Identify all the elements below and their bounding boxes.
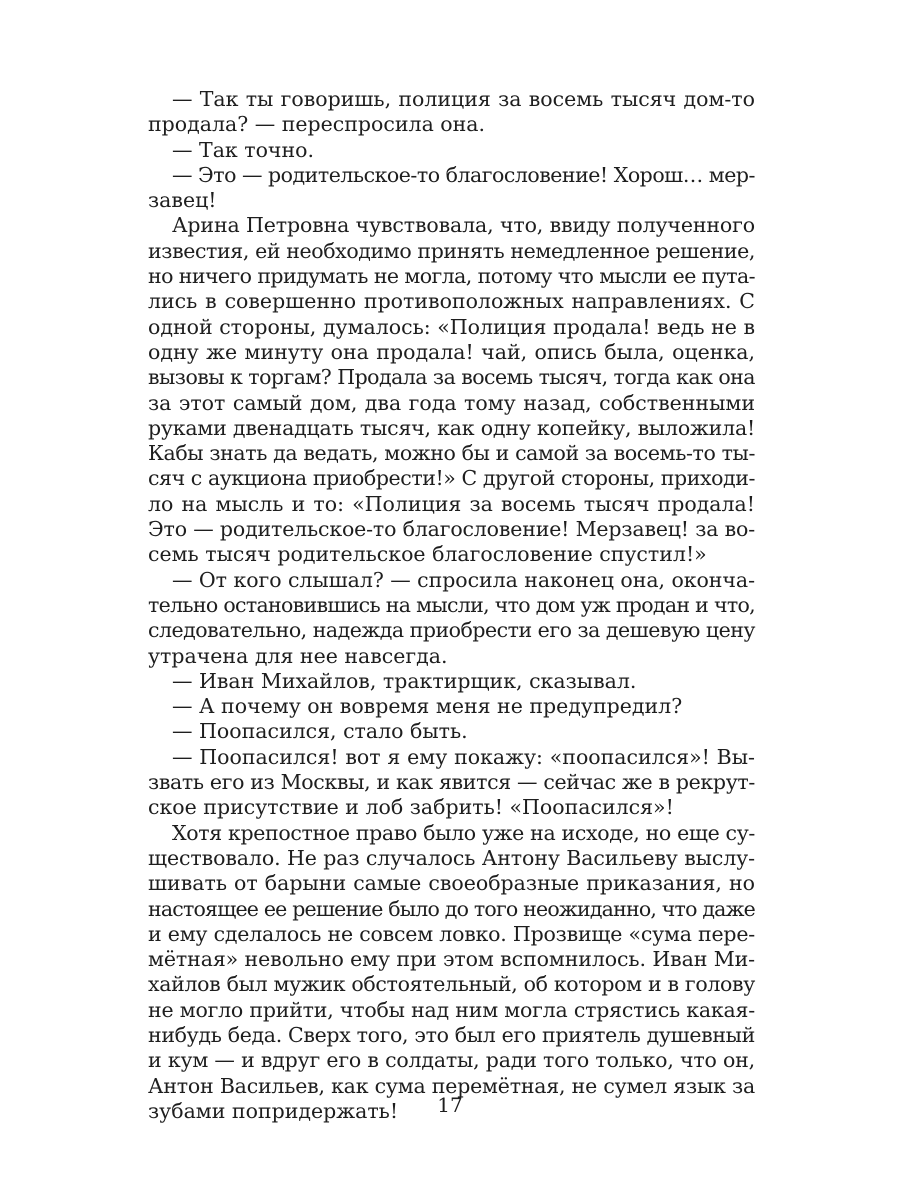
text-line: ществовало. Не раз случалось Антону Васильеву выслу- (148, 845, 755, 870)
text-line: — Иван Михайлов, трактирщик, сказывал. (172, 668, 637, 693)
text-line: руками двенадцать тысяч, как одну копейку, выложила! (148, 415, 755, 440)
text-line: настоящее ее решение было до того неожиданно, что даже (148, 896, 755, 921)
text-line: вызовы к торгам? Продала за восемь тысяч, тогда как она (148, 365, 755, 390)
text-line: нибудь беда. Сверх того, это был его приятель душевный (148, 1022, 755, 1047)
text-line: ло на мысль и то: «Полиция за восемь тысяч продала! (148, 491, 755, 516)
text-line: утрачена для нее навсегда. (148, 643, 448, 668)
text-line: — Это — родительское-то благословение! Хорош… мер- (172, 162, 755, 187)
text-line: известия, ей необходимо принять немедленное решение, (148, 238, 755, 263)
text-line: одной стороны, думалось: «Полиция продала! ведь не в (148, 314, 755, 339)
text-line: мётная» невольно ему при этом вспомнилось. Иван Ми- (148, 947, 755, 972)
text-line: завец! (148, 188, 217, 213)
text-line: Антон Васильев, как сума перемётная, не сумел язык за (148, 1073, 755, 1098)
text-line: зубами попридержать! (148, 1098, 399, 1123)
text-line: — Так точно. (172, 137, 314, 162)
text-line: — Так ты говоришь, полиция за восемь тысяч дом-то (172, 87, 755, 111)
text-line: — Поопасился, стало быть. (172, 719, 468, 744)
text-line: лись в совершенно противоположных направлениях. С (148, 289, 755, 314)
text-line: — А почему он вовремя меня не предупредил? (172, 694, 683, 719)
text-line: Это — родительское-то благословение! Мерзавец! за во- (148, 517, 755, 542)
text-line: не могло прийти, чтобы над ним могла стрястись какая- (148, 997, 755, 1022)
text-line: и кум — и вдруг его в солдаты, ради того только, что он, (148, 1048, 755, 1073)
text-line: за этот самый дом, два года тому назад, собственными (148, 390, 755, 415)
text-line: и ему сделалось не совсем ловко. Прозвище «сума пере- (148, 921, 755, 946)
text-line: Кабы знать да ведать, можно бы и самой за восемь-то ты- (148, 441, 755, 466)
text-line: хайлов был мужик обстоятельный, об котором и в голову (148, 972, 755, 997)
text-line: — Поопасился! вот я ему покажу: «поопасился»! Вы- (172, 744, 755, 769)
text-line: сяч с аукциона приобрести!» С другой стороны, приходи- (148, 466, 755, 491)
text-line: семь тысяч родительское благословение спустил!» (148, 542, 707, 567)
text-line: одну же минуту она продала! чай, опись была, оценка, (148, 339, 755, 364)
text-line: следовательно, надежда приобрести его за дешевую цену (148, 618, 755, 643)
body-text (148, 87, 755, 1124)
text-line: Хотя крепостное право было уже на исходе, но еще су- (172, 820, 755, 845)
page-number: 17 (437, 1093, 463, 1117)
text-line: шивать от барыни самые своеобразные приказания, но (148, 871, 755, 896)
text-line: ское присутствие и лоб забрить! «Поопасился»! (148, 795, 674, 820)
text-line: тельно остановившись на мысли, что дом уж продан и что, (148, 592, 755, 617)
text-line: — От кого слышал? — спросила наконец она, оконча- (172, 567, 755, 592)
text-line: звать его из Москвы, и как явится — сейчас же в рекрут- (148, 770, 755, 795)
text-line: продала? — переспросила она. (148, 112, 486, 137)
text-line: но ничего придумать не могла, потому что мысли ее пута- (148, 264, 755, 289)
text-line: Арина Петровна чувствовала, что, ввиду полученного (172, 213, 755, 238)
